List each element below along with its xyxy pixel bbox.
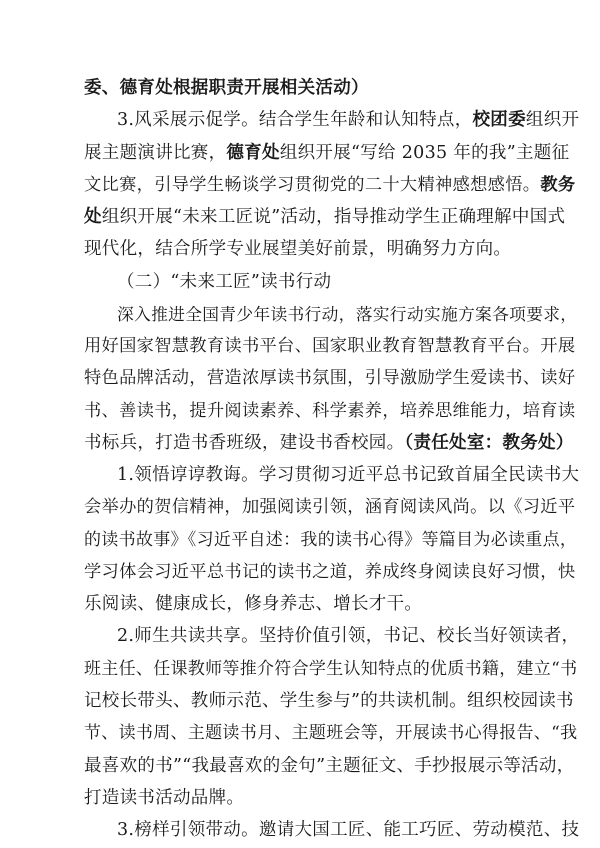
item-3-line: [117, 818, 579, 842]
bold-run: 处: [84, 207, 102, 227]
body-line: [84, 592, 422, 616]
text-run: 3.榜样引领带动。邀请大国工匠、能工巧匠、劳动模范、技: [117, 820, 580, 840]
bold-run: 教务: [540, 174, 576, 195]
item-3-line: [117, 108, 579, 132]
body-line: [84, 495, 575, 519]
body-line: [84, 786, 244, 810]
body-line: [84, 560, 575, 584]
text-run: 书标兵，打造书香班级，建设书香校园。: [84, 432, 405, 453]
text-run: 乐阅读、健康成长，修身养志、增长才干。: [84, 594, 423, 615]
text-run: 的读书故事》《习近平自述：我的读书心得》等篇目为必读重点，: [84, 529, 578, 550]
body-line: [84, 173, 575, 197]
item-2-line: [117, 624, 579, 648]
bold-run: 德育处: [226, 142, 280, 163]
responsibility-note: 委、德育处根据职责开展相关活动）: [84, 78, 369, 98]
text-run: 用好国家智慧教育读书平台、国家职业教育智慧教育平台。开展: [84, 336, 576, 357]
body-line: [84, 689, 574, 713]
text-run: 2.师生共读共享。坚持价值引领，书记、校长当好领读者，: [117, 626, 580, 647]
text-run: 现代化，结合所学专业展望美好前景，明确努力方向。: [84, 239, 512, 260]
text-run: 组织开: [525, 110, 580, 131]
text-run: 1.领悟谆谆教诲。学习贯彻习近平总书记致首届全民读书大: [117, 465, 580, 486]
text-run: 特色品牌活动，营造浓厚读书氛围，引导激励学生爱读书、读好: [84, 368, 576, 389]
item-1-line: [117, 463, 579, 487]
text-run: 最喜欢的书”“我最喜欢的金句”主题征文、手抄报展示等活动，: [84, 755, 575, 776]
text-run: 班主任、任课教师等推介符合学生认知特点的优质书籍，建立“书: [84, 658, 578, 679]
text-run: 展主题演讲比赛，: [84, 142, 227, 163]
responsibility-note: （责任处室：教务处）: [404, 432, 574, 453]
text-run: 书、善读书，提升阅读素养、科学素养，培养思维能力，培育读: [84, 400, 576, 421]
body-line: [84, 657, 577, 681]
section-heading: [117, 270, 331, 294]
paragraph-continuation-line: [84, 76, 369, 100]
text-run: 文比赛，引导学生畅谈学习贯彻党的二十大精神感想感悟。: [84, 174, 541, 195]
text-run: 组织开展“写给 2035 年的我”主题征: [279, 142, 570, 163]
body-line: [84, 399, 575, 423]
text-run: 学习体会习近平总书记的读书之道，养成终身阅读良好习惯，快: [84, 561, 576, 582]
bold-run: 校团委: [472, 110, 526, 131]
body-line: [84, 754, 575, 778]
body-line: [84, 237, 511, 261]
text-run: 会举办的贺信精神，加强阅读引领，涵育阅读风尚。以《习近平: [84, 497, 576, 518]
body-line: [117, 302, 577, 326]
heading-text: （二）“未来工匠”读书行动: [117, 271, 332, 292]
body-line: [84, 205, 565, 229]
body-line: [84, 721, 577, 745]
body-line: [84, 141, 569, 165]
body-line: [84, 431, 574, 455]
body-line: [84, 334, 575, 358]
body-line: [84, 366, 575, 390]
text-run: 深入推进全国青少年读书行动，落实行动实施方案各项要求，: [117, 303, 578, 324]
text-run: 组织开展“未来工匠说”活动，指导推动学生正确理解中国式: [101, 207, 566, 227]
text-run: 记校长带头、教师示范、学生参与”的共读机制。组织校园读书: [84, 691, 574, 711]
text-run: 节、读书周、主题读书月、主题班会等，开展读书心得报告、“我: [84, 723, 578, 744]
body-line: [84, 528, 577, 552]
text-run: 打造读书活动品牌。: [84, 787, 245, 808]
text-run: 3.风采展示促学。结合学生年龄和认知特点，: [117, 110, 473, 131]
